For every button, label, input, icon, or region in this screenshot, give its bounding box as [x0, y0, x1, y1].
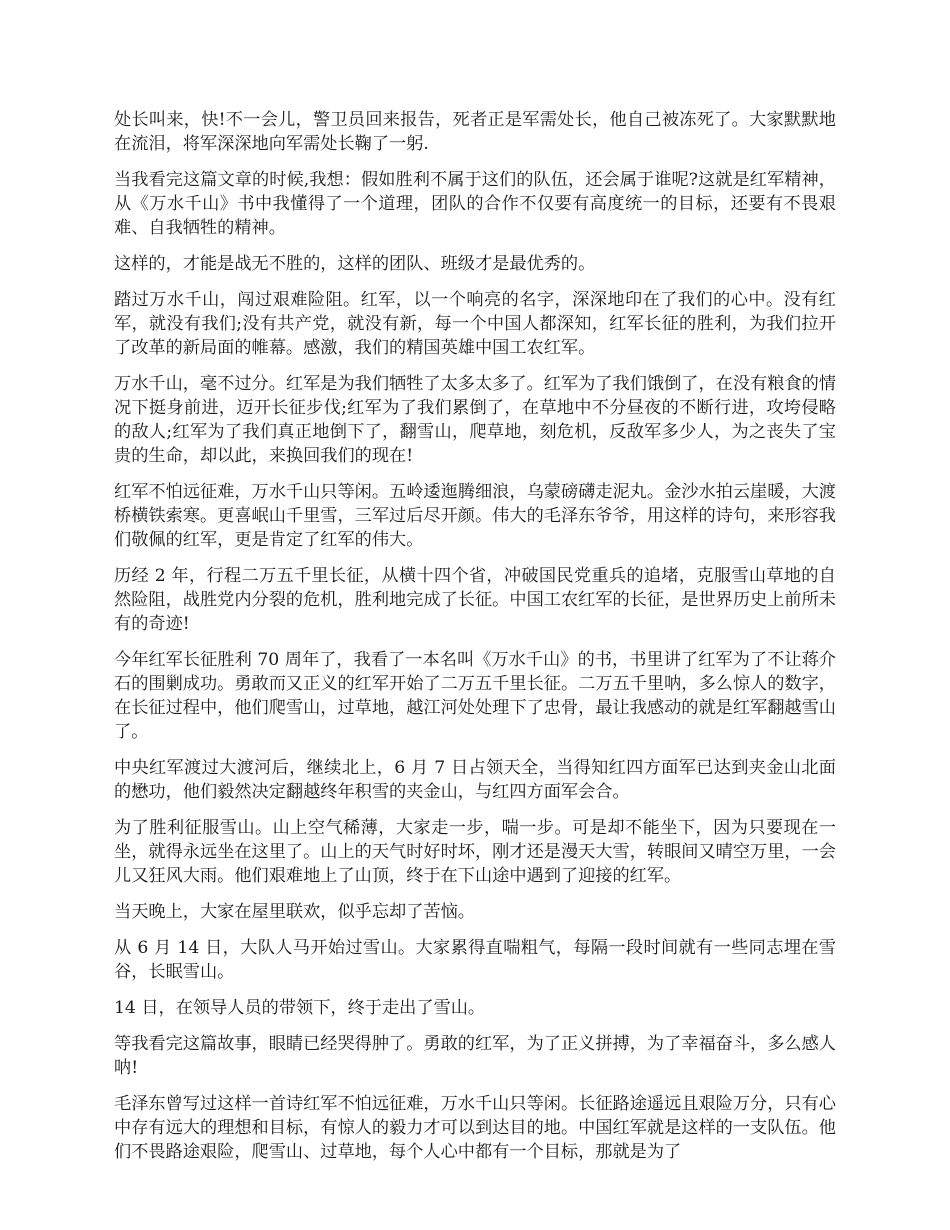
paragraph: 这样的，才能是战无不胜的，这样的团队、班级才是最优秀的。 [114, 254, 596, 274]
document-body [114, 108, 836, 1176]
paragraph: 历经 2 年，行程二万五千里长征，从横十四个省，冲破国民党重兵的追堵，克服雪山草地的自然险阻，战胜党内分裂的危机，胜利地完成了长征。中国工农红军的长征，是世界历史上前所未有的奇迹! [114, 566, 836, 634]
paragraph: 为了胜利征服雪山。山上空气稀薄，大家走一步，喘一步。可是却不能坐下，因为只要现在一坐，就得永远坐在这里了。山上的天气时好时坏，刚才还是漫天大雪，转眼间又晴空万里，一会儿又狂风大雨。他们艰难地上了山顶，终于在下山途中遇到了迎接的红军。 [114, 818, 836, 886]
paragraph: 从 6 月 14 日，大队人马开始过雪山。大家累得直喘粗气，每隔一段时间就有一些同志埋在雪谷，长眠雪山。 [114, 938, 836, 982]
paragraph: 等我看完这篇故事，眼睛已经哭得肿了。勇敢的红军，为了正义拼搏，为了幸福奋斗，多么感人呐! [114, 1034, 836, 1078]
paragraph: 今年红军长征胜利 70 周年了，我看了一本名叫《万水千山》的书，书里讲了红军为了不让蒋介石的围剿成功。勇敢而又正义的红军开始了二万五千里长征。二万五千里呐，多么惊人的数字，在长征过程中，他们爬雪山，过草地，越江河处处理下了忠骨，最让我感动的就是红军翻越雪山了。 [114, 650, 836, 742]
paragraph: 14 日，在领导人员的带领下，终于走出了雪山。 [114, 998, 486, 1018]
paragraph: 红军不怕远征难，万水千山只等闲。五岭逶迤腾细浪，乌蒙磅礴走泥丸。金沙水拍云崖暖，大渡桥横铁索寒。更喜岷山千里雪，三军过后尽开颜。伟大的毛泽东爷爷，用这样的诗句，来形容我们敬佩的红军，更是肯定了红军的伟大。 [114, 482, 836, 550]
paragraph: 毛泽东曾写过这样一首诗红军不怕远征难，万水千山只等闲。长征路途遥远且艰险万分，只有心中存有远大的理想和目标，有惊人的毅力才可以到达目的地。中国红军就是这样的一支队伍。他们不畏路途艰险，爬雪山、过草地，每个人心中都有一个目标，那就是为了 [114, 1094, 836, 1162]
paragraph: 中央红军渡过大渡河后，继续北上，6 月 7 日占领天全，当得知红四方面军已达到夹金山北面的懋功，他们毅然决定翻越终年积雪的夹金山，与红四方面军会合。 [114, 758, 836, 802]
paragraph: 当天晚上，大家在屋里联欢，似乎忘却了苦恼。 [114, 902, 475, 922]
paragraph: 万水千山，毫不过分。红军是为我们牺牲了太多太多了。红军为了我们饿倒了，在没有粮食的情况下挺身前进，迈开长征步伐;红军为了我们累倒了，在草地中不分昼夜的不断行进，攻垮侵略的敌人;红军为了我们真正地倒下了，翻雪山，爬草地，刻危机，反敌军多少人，为之丧失了宝贵的生命，却以此，来换回我们的现在! [114, 374, 836, 466]
paragraph: 当我看完这篇文章的时候,我想：假如胜利不属于这们的队伍，还会属于谁呢?这就是红军精神，从《万水千山》书中我懂得了一个道理，团队的合作不仅要有高度统一的目标，还要有不畏艰难、自我牺牲的精神。 [114, 170, 836, 238]
paragraph: 踏过万水千山，闯过艰难险阻。红军，以一个响亮的名字，深深地印在了我们的心中。没有红军，就没有我们;没有共产党，就没有新，每一个中国人都深知，红军长征的胜利，为我们拉开了改革的新局面的帷幕。感激，我们的精国英雄中国工农红军。 [114, 290, 836, 358]
paragraph: 处长叫来，快!不一会儿，警卫员回来报告，死者正是军需处长，他自己被冻死了。大家默默地在流泪，将军深深地向军需处长鞠了一躬. [114, 110, 836, 154]
